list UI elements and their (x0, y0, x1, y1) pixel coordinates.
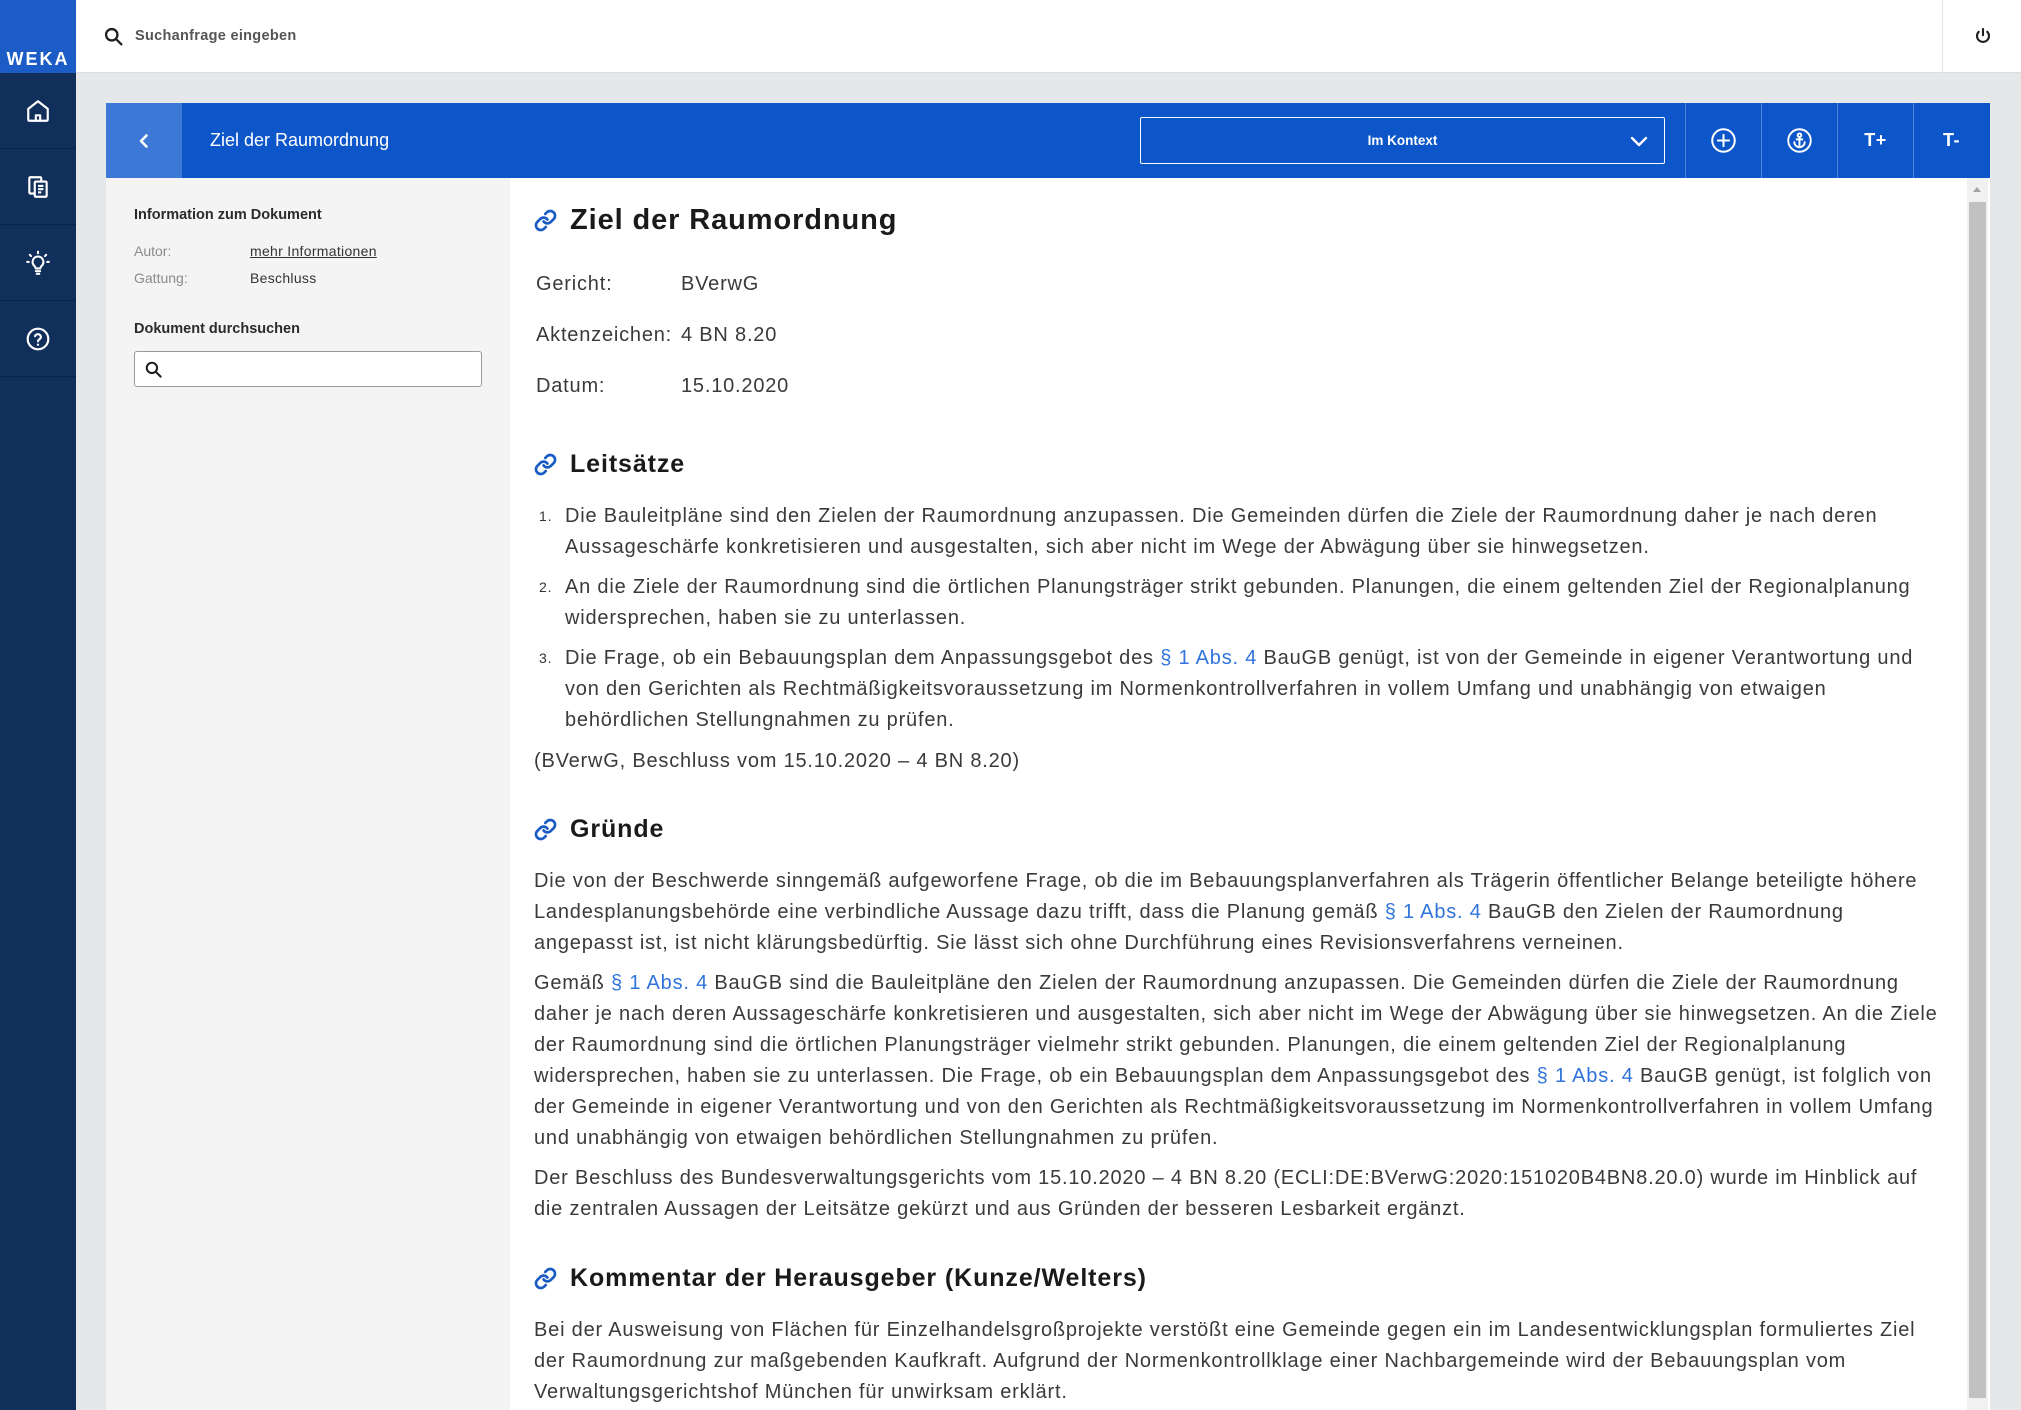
font-increase-icon: T+ (1864, 130, 1887, 150)
list-text: Die Bauleitpläne sind den Zielen der Raumordnung anzupassen. Die Gemeinden dürfen die Ziele der Raumordnung daher je nach deren Aussageschärfe konkretisieren und ausgestalten, sich aber nicht im Wege der Abwägung über sie hinwegsetzen. (565, 505, 1878, 558)
link-icon[interactable] (534, 1267, 557, 1290)
chevron-left-icon (134, 131, 154, 151)
search-icon (103, 26, 124, 47)
meta-row-date (534, 361, 1944, 412)
document-info-panel (106, 178, 510, 1410)
link-icon[interactable] (534, 453, 557, 476)
weka-logo[interactable]: WEKA (0, 0, 76, 73)
document-meta (534, 259, 1944, 412)
info-title: Information zum Dokument (134, 207, 322, 223)
meta-label: Gericht: (536, 273, 613, 295)
help-icon (25, 326, 51, 352)
document-title-text: Ziel der Raumordnung (570, 204, 898, 236)
meta-label: Aktenzeichen: (536, 324, 673, 346)
document-panel (106, 103, 1990, 1410)
meta-value: BVerwG (681, 273, 760, 295)
context-select[interactable] (1140, 117, 1665, 164)
meta-label: Datum: (536, 375, 606, 397)
section-heading-text: Kommentar der Herausgeber (Kunze/Welters) (570, 1264, 1147, 1292)
law-reference-link[interactable]: § 1 Abs. 4 (1536, 1065, 1634, 1087)
meta-row-file-number (534, 310, 1944, 361)
paragraph-text: BauGB den Zielen der Raumordnung angepasst ist, ist nicht klärungsbedürftig. Sie lässt sich ohne Durchführung eines Revisionsverfahrens verneinen. (534, 901, 1844, 954)
list-item (534, 572, 1944, 634)
context-select-value: Im Kontext (1367, 133, 1438, 148)
add-button[interactable] (1685, 103, 1761, 178)
paragraph-text: Bei der Ausweisung von Flächen für Einzelhandelsgroßprojekte verstößt eine Gemeinde gegen ein im Landesentwicklungsplan formuliertes Ziel der Raumordnung zur maßgebenden Kaufkraft. Aufgrund der Normenkontrollklage einer Nachbargemeinde wird der Bebauungsplan vom Verwaltungsgerichtshof München für unwirksam erklärt. (534, 1319, 1916, 1403)
paragraph-text: BauGB genügt, ist folglich von der Gemeinde in eigener Verantwortung und von den Gerichten als Rechtmäßigkeitsvoraussetzung im Normenkontrollverfahren in vollem Umfang und unabhängig von etwaigen behördlichen Stellungnahmen zu prüfen. (534, 1065, 1934, 1149)
author-more-info-link[interactable]: mehr Informationen (250, 243, 377, 259)
sidebar-item-home[interactable] (0, 73, 76, 149)
font-decrease-icon: T- (1943, 130, 1960, 150)
document-header (106, 103, 1990, 178)
paragraph (534, 1163, 1944, 1225)
chevron-down-icon (1628, 130, 1650, 152)
topbar-divider (1942, 0, 1943, 73)
search-icon (144, 360, 163, 379)
paragraph-text: Der Beschluss des Bundesverwaltungsgerichts vom 15.10.2020 – 4 BN 8.20 (ECLI:DE:BVerwG:2020:151020B4BN8.20.0) wurde im Hinblick auf die zentralen Aussagen der Leitsätze gekürzt und aus Gründen der besseren Lesbarkeit ergänzt. (534, 1167, 1918, 1220)
document-search-label: Dokument durchsuchen (134, 321, 300, 337)
scrollbar-thumb[interactable] (1969, 202, 1986, 1398)
leitsaetze-list (534, 501, 1944, 736)
law-reference-link[interactable]: § 1 Abs. 4 (1384, 901, 1482, 923)
link-icon[interactable] (534, 818, 557, 841)
paragraph-text: BauGB sind die Bauleitpläne den Zielen der Raumordnung anzupassen. Die Gemeinden dürfen die Ziele der Raumordnung daher je nach deren Aussageschärfe konkretisieren und ausgestalten, sich aber nicht im Wege der Abwägung über sie hinwegsetzen. An die Ziele der Raumordnung sind die örtlichen Planungsträger vielmehr strikt gebunden. Planungen, die einem geltenden Ziel der Regionalplanung widersprechen, haben sie zu unterlassen. Die Frage, ob ein Bebauungsplan dem Anpassungsgebot des (534, 972, 1938, 1087)
paragraph-text: Gemäß (534, 972, 612, 994)
decision-citation: (BVerwG, Beschluss vom 15.10.2020 – 4 BN 8.20) (534, 750, 1020, 772)
header-title: Ziel der Raumordnung (210, 130, 390, 150)
header-actions (1685, 103, 1989, 178)
sidebar-item-documents[interactable] (0, 149, 76, 225)
font-increase-button[interactable] (1837, 103, 1913, 178)
meta-value: 4 BN 8.20 (681, 324, 778, 346)
anchor-button[interactable] (1761, 103, 1837, 178)
app-sidebar (0, 0, 76, 1410)
link-icon[interactable] (534, 209, 557, 232)
global-search-input[interactable] (135, 21, 835, 51)
meta-value: 15.10.2020 (681, 375, 790, 397)
document-content (510, 178, 1990, 1410)
sidebar-item-help[interactable] (0, 301, 76, 377)
type-value: Beschluss (250, 270, 317, 286)
section-heading-leitsaetze (534, 447, 1944, 481)
top-bar (76, 0, 2021, 73)
meta-row-court (534, 259, 1944, 310)
list-text: An die Ziele der Raumordnung sind die örtlichen Planungsträger strikt gebunden. Planungen, die einem geltenden Ziel der Regionalplanung widersprechen, haben sie zu unterlassen. (565, 576, 1911, 629)
section-heading-text: Gründe (570, 815, 665, 843)
section-heading-kommentar (534, 1261, 1944, 1295)
plus-circle-icon (1710, 127, 1737, 154)
anchor-icon (1786, 127, 1813, 154)
list-number: 2. (539, 579, 553, 595)
section-heading-gruende (534, 812, 1944, 846)
paragraph (534, 866, 1944, 959)
lightbulb-icon (25, 250, 51, 276)
sidebar-item-ideas[interactable] (0, 225, 76, 301)
documents-icon (25, 174, 51, 200)
power-icon[interactable] (1974, 27, 1992, 45)
paragraph (534, 1315, 1944, 1408)
list-item (534, 643, 1944, 736)
document-title (534, 201, 1944, 239)
document-scrollbar[interactable] (1967, 178, 1988, 1410)
paragraph-text: Die von der Beschwerde sinngemäß aufgeworfene Frage, ob die im Bebauungsplanverfahren als Trägerin öffentlicher Belange beteiligte höhere Landesplanungsbehörde eine verbindliche Aussage dazu trifft, dass die Planung gemäß (534, 870, 1918, 923)
list-number: 1. (539, 508, 553, 524)
list-number: 3. (539, 650, 553, 666)
document-text (510, 178, 1944, 1408)
author-label: Autor: (134, 243, 172, 259)
document-search-box[interactable] (134, 351, 482, 387)
back-button[interactable] (106, 103, 182, 178)
scroll-up-arrow-icon[interactable] (1973, 187, 1981, 192)
list-text: BauGB genügt, ist von der Gemeinde in eigener Verantwortung und von den Gerichten als Rechtmäßigkeitsvoraussetzung im Normenkontrollverfahren in vollem Umfang und unabhängig von etwaigen behördlichen Stellungnahmen zu prüfen. (565, 647, 1914, 731)
law-reference-link[interactable]: § 1 Abs. 4 (1160, 647, 1258, 669)
font-decrease-button[interactable] (1913, 103, 1989, 178)
home-icon (25, 98, 51, 124)
type-label: Gattung: (134, 270, 188, 286)
document-search-input[interactable] (171, 356, 471, 382)
paragraph (534, 968, 1944, 1154)
list-item (534, 501, 1944, 563)
document-body (106, 178, 1990, 1410)
list-text: Die Frage, ob ein Bebauungsplan dem Anpassungsgebot des (565, 647, 1161, 669)
section-heading-text: Leitsätze (570, 450, 686, 478)
law-reference-link[interactable]: § 1 Abs. 4 (611, 972, 709, 994)
